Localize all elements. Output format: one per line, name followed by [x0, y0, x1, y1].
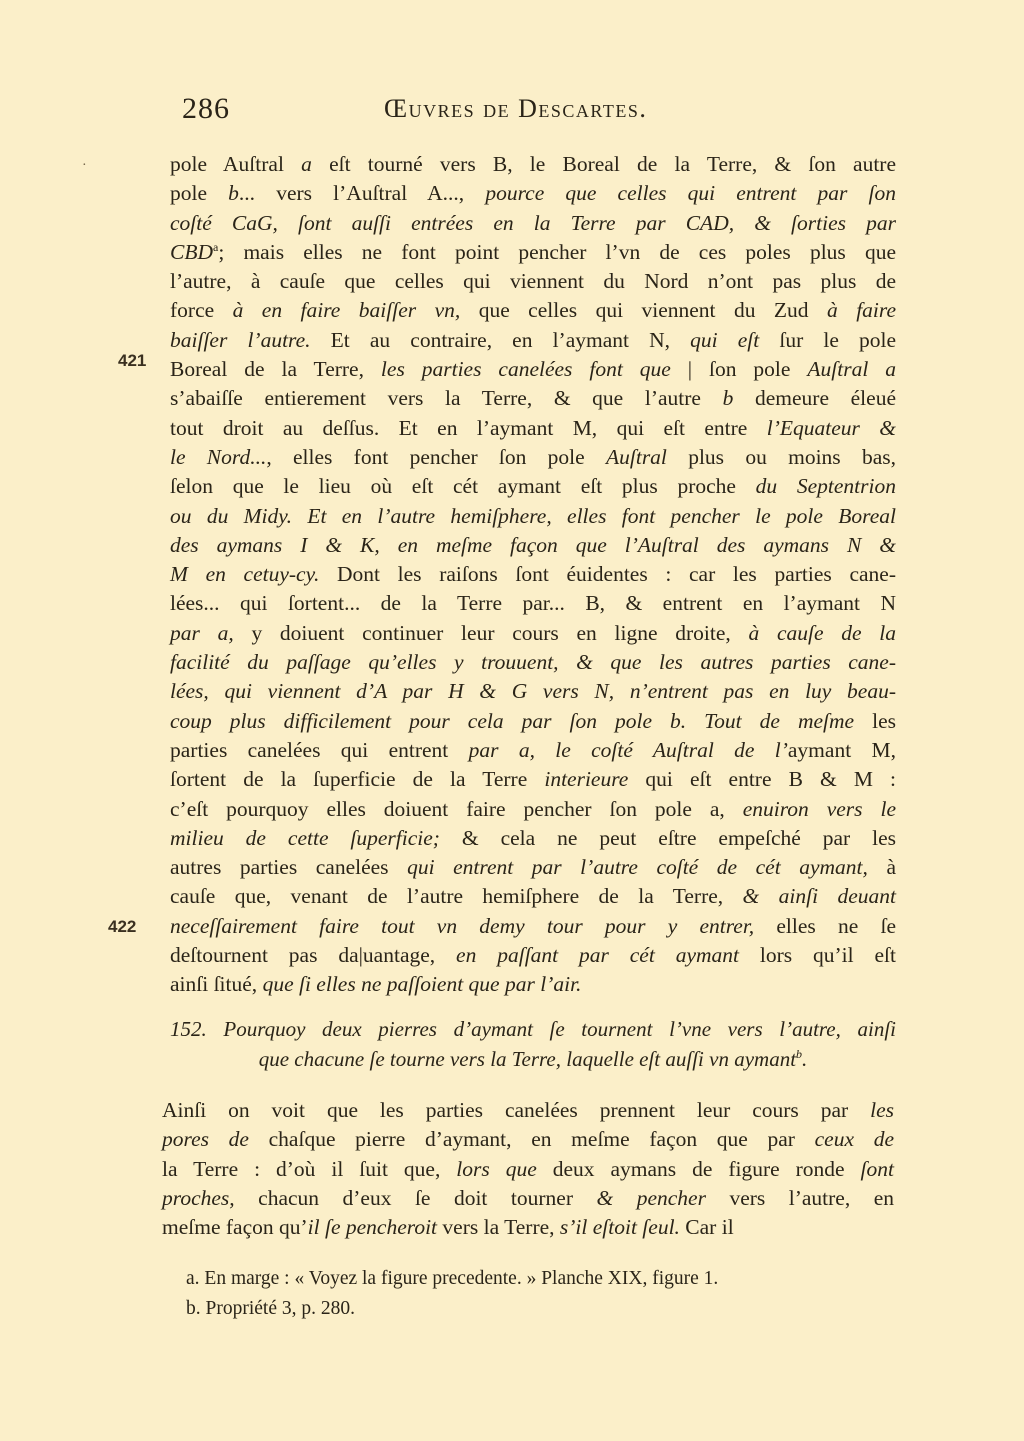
- margin-number-421: 421: [118, 351, 147, 370]
- paragraph-1-line-10: tout droit au deſſus. Et en l’aymant M, qui eſt entre l’Equateur &: [170, 415, 896, 440]
- paragraph-1-line-17: par a, y doiuent continuer leur cours en ligne droite, à cauſe de la: [170, 620, 897, 645]
- paragraph-1-line-25: autres parties canelées qui entrent par l’autre coſté de cét aymant, à: [170, 855, 896, 880]
- paragraph-2-line-1: Ainſi on voit que les parties canelées prennent leur cours par les: [162, 1098, 894, 1122]
- paragraph-1-line-6: force à en faire baiſſer vn, que celles qui viennent du Zud à faire: [170, 298, 897, 323]
- paragraph-1-line-20: coup plus difficilement pour cela par ſon pole b. Tout de meſme les: [170, 708, 896, 733]
- paragraph-2-line-4: proches, chacun d’eux ſe doit tourner & pencher vers l’autre, en: [162, 1185, 895, 1210]
- footnotes: [186, 1264, 886, 1324]
- margin-number-422: 422: [108, 917, 137, 936]
- footnote-b: b. Propriété 3, p. 280.: [186, 1298, 355, 1319]
- paragraph-1-line-5: l’autre, à cauſe que celles qui viennent du Nord n’ont pas plus de: [170, 269, 896, 294]
- section-title-line-1: 152. Pourquoy deux pierres d’aymant ſe tournent l’vne vers l’autre, ainſi: [170, 1017, 896, 1041]
- paragraph-2-line-5: meſme façon qu’il ſe pencheroit vers la Terre, s’il eſtoit ſeul. Car il: [162, 1215, 734, 1240]
- paragraph-1-line-12: ſelon que le lieu où eſt cét aymant eſt plus proche du Septentrion: [170, 474, 896, 499]
- paragraph-2-line-3: la Terre : d’où il ſuit que, lors que deux aymans de figure ronde ſont: [162, 1156, 894, 1181]
- paragraph-1-line-27: neceſſairement faire tout vn demy tour pour y entrer, elles ne ſe: [170, 913, 896, 938]
- paragraph-1-line-11: le Nord..., elles font pencher ſon pole Auſtral plus ou moins bas,: [170, 444, 896, 469]
- paragraph-2-line-2: pores de chaſque pierre d’aymant, en meſme façon que par ceux de: [162, 1127, 894, 1152]
- paragraph-1-line-18: facilité du paſſage qu’elles y trouuent, & que les autres parties cane-: [170, 650, 896, 675]
- paragraph-1-line-1: pole Auſtral a eſt tourné vers B, le Boreal de la Terre, & ſon autre: [170, 152, 896, 176]
- running-title: Œuvres de Descartes.: [384, 94, 648, 123]
- paragraph-1-line-2: pole b... vers l’Auſtral A..., pource que celles qui entrent par ſon: [170, 181, 896, 206]
- paragraph-1-line-14: des aymans I & K, en meſme façon que l’Auſtral des aymans N &: [170, 532, 896, 557]
- paragraph-1-line-22: ſortent de la ſuperficie de la Terre interieure qui eſt entre B & M :: [170, 767, 896, 792]
- paragraph-1-line-29: ainſi ſitué, que ſi elles ne paſſoient que par l’air.: [170, 972, 582, 997]
- paragraph-1-line-13: ou du Midy. Et en l’autre hemiſphere, elles font pencher le pole Boreal: [170, 503, 896, 528]
- paragraph-1-line-16: lées... qui ſortent... de la Terre par... B, & entrent en l’aymant N: [170, 591, 896, 616]
- paragraph-1-line-24: milieu de cette ſuperficie; & cela ne peut eſtre empeſché par les: [170, 825, 896, 850]
- page-number: 286: [182, 92, 230, 125]
- paragraph-1-line-3: coſté CaG, ſont auſſi entrées en la Terre par CAD, & ſorties par: [170, 210, 896, 235]
- paragraph-1-line-9: s’abaiſſe entierement vers la Terre, & que l’autre b demeure éleué: [170, 386, 896, 411]
- margin-dash: ·: [82, 158, 87, 173]
- paragraph-1-line-7: baiſſer l’autre. Et au contraire, en l’aymant N, qui eſt ſur le pole: [170, 327, 896, 352]
- paragraph-1-line-23: c’eſt pourquoy elles doiuent faire pencher ſon pole a, enuiron vers le: [170, 796, 896, 821]
- paragraph-1-line-28: deſtournent pas da|uantage, en paſſant par cét aymant lors qu’il eſt: [170, 943, 896, 968]
- paragraph-1-line-21: parties canelées qui entrent par a, le coſté Auſtral de l’aymant M,: [170, 737, 897, 762]
- section-title: [170, 1014, 896, 1074]
- footnote-a: a. En marge : « Voyez la figure precedente. » Planche XIX, figure 1.: [186, 1268, 719, 1289]
- paragraph-1-line-19: lées, qui viennent d’A par H & G vers N, n’entrent pas en luy beau-: [170, 679, 896, 704]
- page-header: [182, 92, 894, 136]
- paragraph-1-line-4: CBD$^a$; mais elles ne font point pencher l’vn de ces poles plus que: [170, 239, 896, 264]
- paragraph-1: [170, 150, 896, 1000]
- paragraph-1-line-15: M en cetuy-cy. Dont les raiſons ſont éuidentes : car les parties cane-: [170, 562, 896, 587]
- paragraph-1-line-26: cauſe que, venant de l’autre hemiſphere de la Terre, & ainſi deuant: [170, 884, 896, 909]
- paragraph-1-line-8: Boreal de la Terre, les parties canelées font que | ſon pole Auſtral a: [170, 357, 897, 382]
- paragraph-2: [162, 1096, 894, 1242]
- section-title-line-2: que chacune ſe tourne vers la Terre, laquelle eſt auſſi vn aymant$^b$.: [258, 1047, 808, 1071]
